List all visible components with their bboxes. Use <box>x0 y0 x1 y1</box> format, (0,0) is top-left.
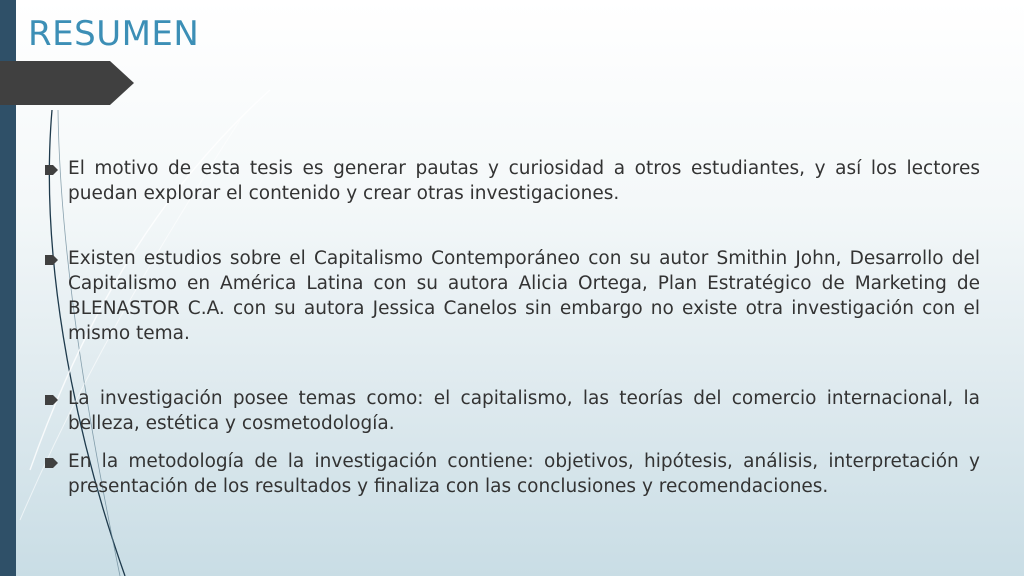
bullet-item <box>44 386 980 436</box>
bullet-item <box>44 156 980 206</box>
bullet-item <box>44 246 980 346</box>
title-tab-shape <box>0 61 140 105</box>
arrow-bullet-icon <box>44 449 68 476</box>
bullet-text: El motivo de esta tesis es generar pautas y curiosidad a otros estudiantes, y así los lectores puedan explorar el contenido y crear otras investigaciones. <box>68 158 980 204</box>
bullet-text: La investigación posee temas como: el capitalismo, las teorías del comercio internacional, la belleza, estética y cosmetodología. <box>68 388 980 434</box>
arrow-bullet-icon <box>44 386 68 413</box>
arrow-bullet-icon <box>44 156 68 183</box>
bullet-text: Existen estudios sobre el Capitalismo Contemporáneo con su autor Smithin John, Desarrollo del Capitalismo en América Latina con su autora Alicia Ortega, Plan Estratégico de Marketing de BLENASTOR C.A. con su autora Jessica Canelos sin embargo no existe otra investigación con el mismo tema. <box>68 248 980 344</box>
slide-title: RESUMEN <box>28 14 200 54</box>
arrow-bullet-icon <box>44 246 68 273</box>
bullet-text: En la metodología de la investigación contiene: objetivos, hipótesis, análisis, interpretación y presentación de los resultados y finaliza con las conclusiones y recomendaciones. <box>68 451 980 497</box>
bullet-list <box>44 156 980 499</box>
bullet-item <box>44 449 980 499</box>
